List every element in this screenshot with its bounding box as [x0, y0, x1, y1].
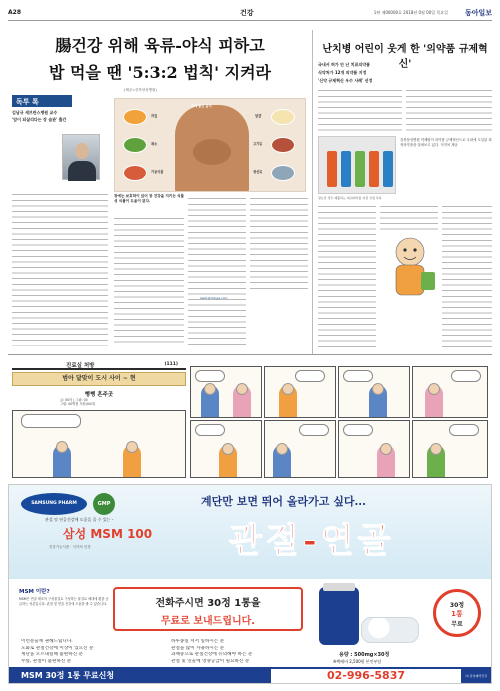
phone-number[interactable]: 02-996-5837: [271, 669, 461, 683]
medicine-bottle: [369, 151, 379, 187]
jar-lid: [323, 583, 355, 591]
gut-food-infographic: [114, 98, 306, 192]
fruit-icon: [123, 109, 147, 125]
doctor-cartoon-illustration: [381, 232, 439, 302]
list-item: [21, 652, 321, 659]
comic-credit-line: 글: 00의 | 그림: 00: [60, 398, 88, 402]
comic-character-head: [276, 443, 288, 455]
newspaper-logo: 동아일보: [464, 9, 492, 17]
right-subhead-3: '신약 규제혁신 우수 사례' 선정: [318, 78, 373, 83]
speech-bubble: [449, 424, 479, 436]
right-subhead-1: 국내서 허가 안 난 치료의약품: [318, 62, 370, 67]
comic-title: 뻥뻥 혼주곳: [84, 392, 114, 398]
msm-description: MSM은 연골 세포의 구성물질로 구성하는 물질로 체내에 황을 공급하는 성분입니다. 관절 및 연골 건강에 도움을 줄 수 있습니다.: [19, 597, 109, 606]
vegetable-icon: [123, 137, 147, 153]
free-offer-badge: [433, 589, 481, 637]
comic-panel-1: [190, 366, 262, 418]
medicine-bottle: [355, 151, 365, 187]
right-subhead-2: 식약처가 12개 의약품 지정: [318, 70, 367, 75]
comic-character-head: [430, 443, 442, 455]
gmp-badge: GMP: [93, 493, 115, 515]
list-item-right: 관절 및 연골에 영양공급이 필요하신 분: [171, 658, 250, 664]
product-dosage: 용량 : 500mg×30정: [339, 652, 390, 658]
page-number: A28: [8, 9, 21, 16]
reporter-email[interactable]: leedr@donga.com: [200, 296, 228, 300]
medicine-bottle: [327, 151, 337, 187]
comic-panel-2: [264, 366, 336, 418]
comic-character-head: [372, 383, 384, 395]
text-column-1a: [12, 126, 60, 188]
column-author: 김남규 세브란스병원 교수: [12, 110, 58, 115]
list-item: [21, 646, 321, 653]
comic-character-head: [204, 383, 216, 395]
left-article-headline: [12, 36, 308, 84]
comic-character-head: [282, 383, 294, 395]
right-text-column-1b: [406, 88, 492, 134]
comic-character-head: [236, 383, 248, 395]
list-item-left: 이런분들께 권해드립니다.: [21, 639, 73, 644]
free-sample-callout[interactable]: [113, 587, 303, 631]
list-item: [21, 659, 321, 666]
food-label: 가공식품: [151, 170, 164, 174]
product-name: 삼성 MSM 100: [63, 527, 153, 541]
comic-panel-4: [412, 366, 488, 418]
comic-panel-8: [412, 420, 488, 478]
list-item-left: 노화로 관절건강에 이상이 있으신 분: [21, 645, 94, 651]
right-text-column-1a: [318, 88, 402, 134]
comic-character-head: [56, 441, 68, 453]
comic-panel-5: [190, 420, 262, 478]
comic-character-head: [428, 383, 440, 395]
ad-tagline-2: 건강기능식품 · 식약처 인정: [49, 545, 91, 549]
ad-slogan: 계단만 보면 뛰어 올라가고 싶다...: [201, 495, 366, 508]
ad-footer: [9, 667, 492, 684]
speech-bubble: [343, 424, 373, 436]
list-item-left: 계단을 오르내릴때 불편하신 분: [21, 652, 84, 658]
right-text-column-2: [318, 204, 376, 352]
call-line-2: 무료로 보내드립니다.: [160, 616, 256, 627]
masthead: [8, 6, 492, 18]
comic-character-head: [380, 443, 392, 455]
supplement-jar: [319, 587, 359, 645]
infographic-title: 장에 좋은 음식: [191, 104, 212, 108]
issue-date: 1판 제00000호 2018년 0월 00일 목요일: [373, 10, 448, 15]
fish-icon: [271, 165, 295, 181]
shipping-note: ※택배비 2,500원 본인부담: [333, 659, 382, 664]
comic-panel-7: [338, 420, 410, 478]
speech-bubble: [195, 424, 225, 436]
comic-credit-line: 그림: 00병원 의원(00과): [60, 402, 96, 407]
company-name: ㈜ 삼성제약건강: [465, 674, 487, 678]
column-divider: [312, 30, 313, 354]
comic-credit: [60, 398, 95, 407]
text-column-4: [250, 196, 308, 292]
section-title: 건강: [240, 9, 254, 17]
ad-headline: 관절-연골: [229, 521, 395, 561]
food-label: 과일: [151, 114, 158, 118]
speech-bubble: [451, 370, 481, 382]
recommendation-list: [21, 639, 321, 665]
author-portrait: [62, 134, 100, 180]
comic-banner: 범아 달맞이 도시 사이 ~ 현: [12, 372, 186, 386]
free-offer-text: MSM 30정 1통 무료신청: [21, 671, 115, 680]
header-rule: [8, 20, 492, 21]
intestine-illustration: [193, 139, 231, 165]
food-label: 달걀: [255, 114, 262, 118]
badge-line: 30정: [449, 602, 465, 609]
text-column-2: [114, 216, 184, 346]
speech-bubble: [343, 370, 373, 382]
ad-tagline: 관절 및 연골건강에 도움을 줄 수 있는 -: [45, 517, 114, 522]
infographic-caption: 장에는 보호막이 있어 장 건강을 지키는 식물성 식품이 도움이 된다.: [114, 194, 184, 203]
medicine-photo-caption: 강북삼성병원 약제팀이 의약품 규제혁신으로 국내에 도입된 희귀의약품을 살펴보고 있다. 식약처 제공: [400, 138, 492, 147]
comic-episode-number: (111): [164, 362, 178, 367]
left-headline-line1: 腸건강 위해 육류-야식 피하고: [55, 36, 265, 55]
speech-bubble: [195, 370, 225, 382]
column-subtitle: '암이 되살리다는 장 습관' 출간: [12, 117, 67, 122]
medicine-photo: [318, 136, 396, 194]
speech-bubble: [21, 414, 81, 428]
comic-character-head: [126, 441, 138, 453]
text-column-3: [188, 196, 246, 346]
left-headline-line2: 밥 먹을 땐 '5:3:2 법칙' 지켜라: [49, 63, 271, 82]
list-item: [21, 639, 321, 646]
speech-bubble: [295, 370, 325, 382]
right-article-headline: 난치병 어린이 웃게 한 '의약품 규제혁신': [322, 44, 488, 70]
brand-logo: SAMSUNG PHARM: [21, 493, 87, 515]
section-rule: [8, 354, 492, 355]
list-item-right: 하루종일 서서 일하시는 분: [171, 639, 225, 644]
portrait-face: [75, 143, 89, 159]
comic-lead-panel: [12, 410, 186, 478]
medicine-bottle: [341, 151, 351, 187]
portrait-suit: [68, 161, 96, 181]
comic-panel-3: [338, 366, 410, 418]
medicine-bottle: [383, 151, 393, 187]
column-label: 독투 톡: [12, 95, 72, 107]
right-text-column-4: [442, 204, 492, 352]
msm-advertisement[interactable]: [8, 484, 492, 684]
text-column-1: [12, 192, 108, 346]
medicine-list-strip: 필요한 경우 제출하는 희귀의약품 지정 신청 목록: [318, 196, 382, 200]
badge-line: 무료: [451, 621, 463, 628]
meat-icon: [271, 137, 295, 153]
processed-food-icon: [123, 165, 147, 181]
food-label: 고기류: [253, 142, 263, 146]
list-item-right: 관절을 많이 사용하시는 분: [171, 645, 225, 651]
msm-question: MSM 이란?: [19, 589, 50, 595]
right-text-column-3a: [380, 204, 438, 230]
list-item-left: 무릎, 관절이 불편하신 분: [21, 658, 72, 664]
photo-credit: (제공=강북삼성병원): [124, 88, 157, 92]
comic-series-name: 진료실 처방: [66, 363, 95, 369]
food-label: 채소: [151, 142, 158, 146]
call-line-1: 전화주시면 30정 1통을: [155, 598, 261, 609]
product-image: [309, 583, 419, 649]
comic-panel-6: [264, 420, 336, 478]
pills-illustration: [361, 617, 419, 643]
msm-info-box: [19, 587, 111, 637]
badge-line: 1통: [451, 610, 463, 618]
comic-character-head: [222, 443, 234, 455]
egg-icon: [271, 109, 295, 125]
comic-header: [12, 360, 186, 370]
speech-bubble: [299, 424, 329, 436]
list-item-right: 과체중으로 관절건강에 유의해야 하는 분: [171, 652, 253, 658]
food-label: 생선류: [253, 170, 263, 174]
